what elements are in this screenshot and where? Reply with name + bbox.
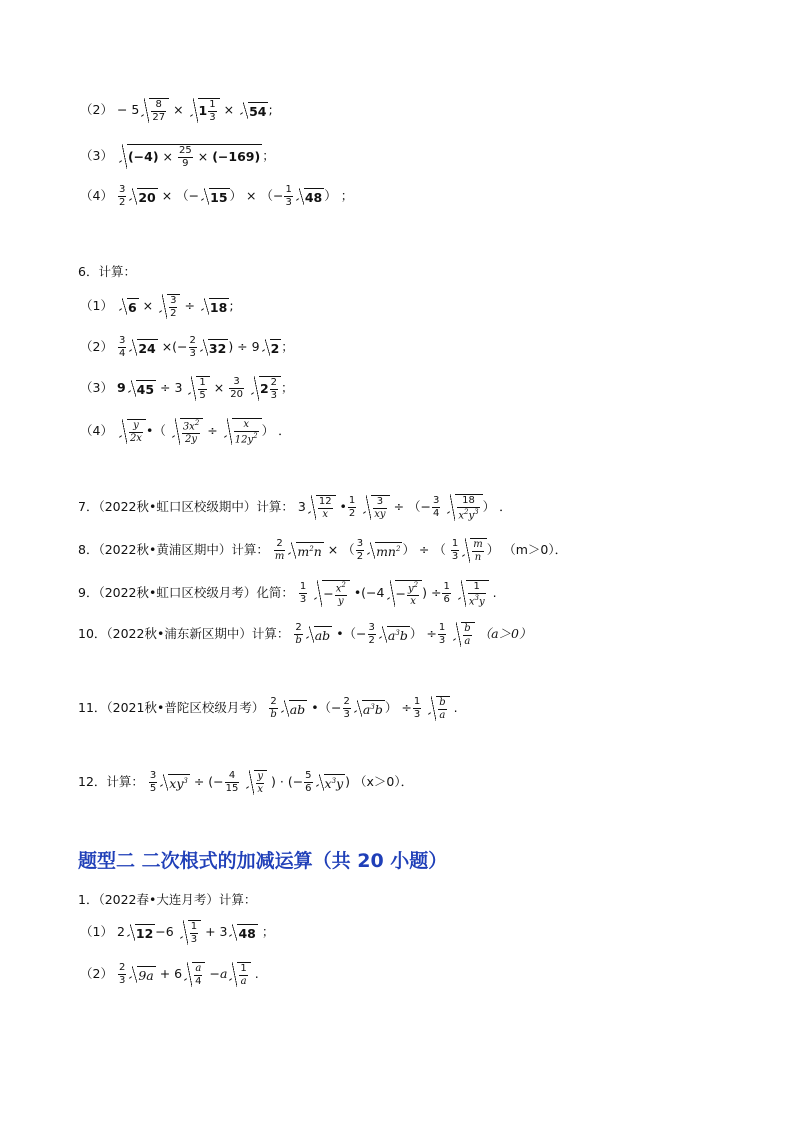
line-end: ； — [261, 924, 275, 939]
line-end: ． — [278, 423, 291, 439]
h-problem-1-2: （2） $\frac{2}{3}$ 9a + 6 $\frac{a}{4}$ −a $\frac{1}{a}$ . — [80, 962, 259, 987]
question-label: 12．计算： — [78, 774, 144, 789]
question-label: 8．（2022秋•黄浦区期中）计算： — [78, 542, 269, 557]
condition-text: （x＞0）． — [354, 774, 414, 789]
h-problem-1-1: （1） 2 12 −6 $\frac{1}{3}$ + 3 48 ； — [80, 921, 275, 945]
question-8: 8．（2022秋•黄浦区期中）计算： $\frac{2}{m}$ $m^2n$ × （ $\frac{3}{2}$ $mn^2$ ） ÷ （ $\frac{1}{3}$ $\frac{m}{n}$ ） （m＞0）． — [78, 538, 568, 563]
problem-6-1: （1） 6 × $\frac{3}{2}$ ÷ 18 ; — [80, 295, 234, 319]
question-9: 9．（2022秋•虹口区校级月考）化简： $\frac{1}{3}$ − $\frac{x^2}{y}$ •(−4 − $\frac{y^2}{x}$ ) ÷ $\frac{1}{6}$ $\frac{1}{x^3y}$ . — [78, 581, 497, 608]
item-label: （2） — [80, 966, 113, 981]
question-7: 7．（2022秋•虹口区校级期中）计算： 3 $\frac{12}{x}$ • $\frac{1}{2}$ $\frac{3}{xy}$ ÷ （− $\frac{3}{4}$ $\frac{18}{x^2y^3}$ ） ． — [78, 495, 512, 522]
problem-5-2: （2） − 5 $\frac{8}{27}$ × 1 $\frac{1}{3}$ × 54 ; — [80, 99, 273, 123]
item-label: （1） — [80, 924, 113, 939]
problem-6-4: （4） $\frac{y}{2x}$ •（ $\frac{3x^2}{2y}$ ÷ $\frac{x}{12y^2}$ ） ． — [80, 419, 291, 446]
line-end: . — [492, 585, 497, 601]
item-label: （3） — [80, 380, 113, 395]
item-label: （1） — [80, 298, 113, 313]
question-label: 10．（2022秋•浦东新区期中）计算： — [78, 626, 290, 641]
h-question-1-title: 1．（2022春•大连月考）计算： — [78, 892, 257, 907]
question-12: 12．计算： $\frac{3}{5}$ $xy^3$ ÷ (− $\frac{4}{15}$ $\frac{y}{x}$ ) · (− $\frac{5}{6}$ $x^3y$ ) （x＞0）． — [78, 770, 414, 795]
problem-6-3: （3） 9 45 ÷ 3 $\frac{1}{5}$ × $\frac{3}{20}$ 2 $\frac{2}{3}$ ； — [80, 376, 294, 401]
problem-5-3: （3） (−4) × $\frac{25}{9}$ × (−169) ； — [80, 145, 275, 169]
question-10: 10．（2022秋•浦东新区期中）计算： $\frac{2}{b}$ ab •（− $\frac{3}{2}$ $a^3b$ ） ÷ $\frac{1}{3}$ $\frac{b}{a}$ （a＞0） — [78, 622, 532, 647]
condition-text: （a＞0） — [478, 626, 532, 641]
item-label: （2） — [80, 102, 113, 117]
question-label: 9．（2022秋•虹口区校级月考）化简： — [78, 585, 294, 601]
problem-6-2: （2） $\frac{3}{4}$ 24 ×(− $\frac{2}{3}$ 32 ) ÷ 9 2 ； — [80, 335, 294, 359]
question-11: 11．（2021秋•普陀区校级月考） $\frac{2}{b}$ ab •（− $\frac{2}{3}$ $a^3b$ ） ÷ $\frac{1}{3}$ $\frac{b}{a}$ . — [78, 696, 458, 721]
line-end: . — [254, 966, 259, 981]
question-6-title: 6．计算： — [78, 264, 136, 279]
line-end: ． — [499, 499, 512, 515]
line-end: ； — [340, 188, 354, 203]
item-label: （3） — [80, 148, 113, 163]
question-label: 11．（2021秋•普陀区校级月考） — [78, 700, 265, 715]
question-label: 7．（2022秋•虹口区校级期中）计算： — [78, 499, 294, 515]
item-label: （2） — [80, 339, 113, 354]
condition-text: （m＞0）． — [503, 542, 568, 557]
problem-5-4: （4） $\frac{3}{2}$ 20 × （− 15 ） × （− $\frac{1}{3}$ 48 ） ； — [80, 184, 354, 208]
item-label: （4） — [80, 423, 113, 439]
item-label: （4） — [80, 188, 113, 203]
line-end: . — [453, 700, 458, 715]
section-heading: 题型二 二次根式的加减运算（共 20 小题） — [78, 850, 448, 872]
